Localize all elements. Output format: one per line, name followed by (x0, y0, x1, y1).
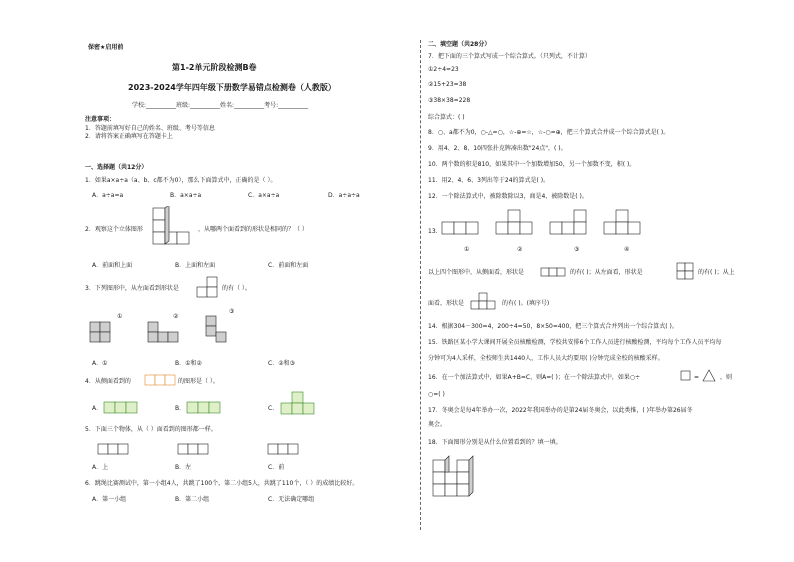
q13-shape-2 (676, 262, 696, 282)
q7-answer: 综合算式：( ) (428, 114, 465, 121)
q13-label-4: ④ (624, 246, 630, 253)
exam-title: 第1-2单元阶段检测B卷 (172, 63, 257, 72)
q2-solid-figure (150, 206, 196, 248)
question-2: 2．观察这个立体图形 (85, 226, 143, 233)
q13-label-1: ① (464, 246, 470, 253)
exam-subtitle: 2023-2024学年四年级下册数学易错点检测卷（人教版） (128, 83, 336, 92)
student-info-fields: 学校:__________班级:__________姓名:__________考号:__________ (132, 102, 309, 109)
q3-shape (195, 276, 219, 300)
question-4: 4．从侧面看到的 (85, 378, 131, 385)
question-2-cont: ，从哪两个面看到的形状是相同的？（ ） (198, 226, 308, 233)
question-17-cont: 奥会。 (428, 421, 447, 428)
q5-figures (96, 440, 336, 458)
q3-label-2: ② (173, 313, 179, 320)
question-16-cont: ○=( ) (428, 391, 445, 398)
q7-item-3: ③38×38=228 (428, 97, 471, 104)
question-9: 9．用4、2、8、10四张扑克牌凑出数"24点"，( )。 (428, 145, 567, 152)
question-18: 18．下面图形分别是从什么位置看到的？填一填。 (428, 439, 562, 446)
question-6: 6．跳绳比赛测试中，第一小组4人，共跳了100个，第二小组5人，共跳了110个，（ ）的成绩比较好。 (85, 480, 359, 487)
q6-option-b: B．第二小组 (175, 496, 210, 503)
question-8: 8．○、a都不为0，○-△=○，☆-⊕=☆，☆-○=⊕，把三个算式合并成一个综合算式是( )。 (428, 129, 670, 136)
question-10: 10．两个数的积是810，如果其中一个加数增加50，另一个加数不变，积( )。 (428, 161, 636, 168)
q1-option-d: D．a÷a÷a (328, 192, 360, 199)
square-symbol (680, 370, 692, 382)
question-16-eq: = (694, 374, 700, 381)
q3-option-a: A．① (92, 360, 108, 367)
q13-text-c: 的有( )；从上 (698, 269, 735, 276)
question-1: 1．如果a×a÷a（a、b、c都不为0），那么下面算式中，正确的是（ ）。 (85, 177, 277, 184)
section-two-heading: 二、填空题（共28分） (428, 41, 491, 48)
q4-option-c-figure (278, 390, 324, 418)
note-item: 1．答题前填写好自己的姓名、班级、考号等信息 (85, 125, 215, 132)
q3-label-1: ① (117, 313, 123, 320)
q4-option-b: B． (175, 405, 186, 412)
q13-label-2: ② (517, 246, 523, 253)
q4-option-a: A． (92, 405, 103, 412)
column-divider (420, 40, 421, 530)
q13-text-b: 的有( )；从左面看，形状是 (570, 269, 643, 276)
q13-text-a: 以上四个图形中，从侧面看，形状是 (428, 269, 525, 276)
notes-heading: 注意事项： (85, 116, 116, 123)
q6-option-a: A．第一小组 (92, 496, 127, 503)
q4-option-c: C． (268, 405, 279, 412)
q5-option-a: A．上 (92, 464, 109, 471)
q1-option-b: B．a×a÷a (170, 192, 202, 199)
q13-text-e: 的有( )。(填序号) (502, 300, 550, 307)
question-4-cont: 的图形是（ ）。 (178, 378, 219, 385)
question-7: 7．把下面的三个算式写成一个综合算式。（只列式，不计算） (428, 53, 591, 60)
q5-option-b: B．左 (175, 464, 192, 471)
q1-option-a: A．a÷a=a (92, 192, 124, 199)
q7-item-1: ①2÷4=23 (428, 66, 459, 73)
q13-label-3: ③ (574, 246, 580, 253)
q2-option-b: B．上面和左面 (175, 262, 216, 269)
question-3-cont: 的有（ ）。 (222, 285, 251, 292)
question-5: 5．下面三个物体，从（ ）面看到的图形都一样。 (85, 426, 217, 433)
question-15: 15．铁路区某小学大课间开展全员核酸检测，学校共安排6个工作人员进行核酸检测，平均每个工作人员平均每 (428, 339, 722, 346)
question-14: 14．根据304－300=4，200÷4=50，8×50=400，把三个算式合并列出一个综合算式( )。 (428, 323, 678, 330)
section-one-heading: 一、选择题（共12分） (85, 164, 148, 171)
q4-option-a-figure (102, 396, 146, 416)
question-12: 12．一个除法算式中，被除数除以3，商是4，被除数是( )。 (428, 193, 588, 200)
q13-shape-1 (540, 266, 568, 280)
q3-option-b: B．①和② (175, 360, 202, 367)
question-3: 3．下列图形中，从左面看到形状是 (85, 285, 179, 292)
question-16-then: ，则 (720, 374, 733, 381)
note-item: 2．请将答案正确填写在答题卡上 (85, 133, 173, 140)
triangle-symbol (702, 369, 716, 382)
q4-option-b-figure (185, 396, 229, 416)
question-15-cont: 分钟可为4人采样，全校师生共1440人，工作人员大约要用( )分钟完成全校的核酸采样。 (428, 355, 664, 362)
q7-item-2: ②15+23=38 (428, 81, 467, 88)
q13-text-d: 面看，形状是 (428, 300, 465, 307)
q3-figures (88, 310, 238, 346)
question-13: 13. (428, 228, 438, 235)
question-11: 11．用2、4、6、3列出等于24的算式是( )。 (428, 177, 550, 184)
q3-option-c: C．②和③ (268, 360, 295, 367)
q4-shape (144, 374, 176, 386)
q2-option-c: C．前面和左面 (268, 262, 309, 269)
q18-solid-figure (430, 452, 478, 498)
q3-label-3: ③ (229, 308, 235, 315)
q13-shape-3 (470, 292, 500, 312)
q2-option-a: A．前面和上面 (92, 262, 133, 269)
question-16: 16．在一个加法算式中，如果A+B=C，则A=( )；在一个除法算式中，如果○÷ (428, 374, 641, 381)
q5-option-c: C．前 (268, 464, 285, 471)
q13-figures (440, 206, 650, 244)
q1-option-c: C．a×a÷a (248, 192, 280, 199)
question-17: 17．冬奥会是每4年举办一次，2022年我国举办的是第24届冬奥会，以此类推，( )年举办第26届冬 (428, 407, 693, 414)
secret-label: 保密★启用前 (88, 44, 124, 51)
q6-option-c: C．无法确定哪组 (268, 496, 315, 503)
